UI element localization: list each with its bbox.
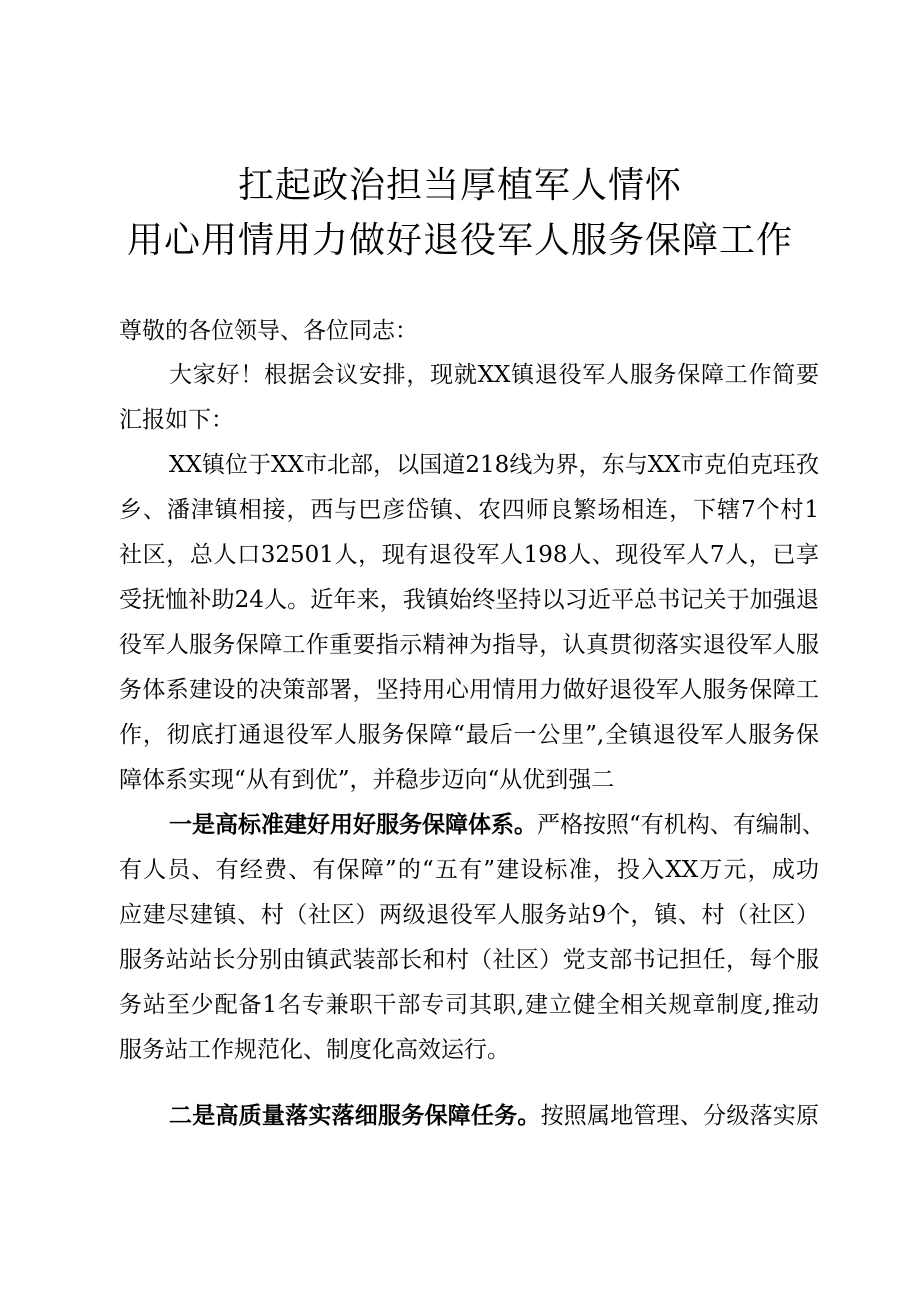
paragraph-3-line: 应建尽建镇、村（社区）两级退役军人服务站9个，镇、村（社区） [119, 902, 819, 928]
paragraph-3-heading: 一是高标准建好用好服务保障体系。 [169, 812, 537, 838]
paragraph-1-line: 大家好！根据会议安排，现就XX镇退役军人服务保障工作简要 [169, 362, 819, 388]
paragraph-2-line: 务体系建设的决策部署，坚持用心用情用力做好退役军人服务保障工 [119, 677, 819, 703]
paragraph-2-line: 作，彻底打通退役军人服务保障“最后一公里”,全镇退役军人服务保 [119, 722, 819, 748]
paragraph-2-line: 受抚恤补助24人。近年来，我镇始终坚持以习近平总书记关于加强退 [119, 587, 819, 613]
document-title-line-2: 用心用情用力做好退役军人服务保障工作 [126, 220, 793, 261]
paragraph-3-line: 服务站工作规范化、制度化高效运行。 [119, 1037, 510, 1063]
paragraph-3-first-line [169, 805, 825, 845]
paragraph-4-first-line [169, 1096, 819, 1136]
paragraph-3-line: 有人员、有经费、有保障”的“五有”建设标准，投入XX万元，成功 [119, 857, 819, 883]
paragraph-4-line: 按照属地管理、分级落实原 [540, 1103, 820, 1129]
paragraph-3-line: 务站至少配备1名专兼职干部专司其职,建立健全相关规章制度,推动 [119, 992, 819, 1018]
paragraph-2-line: 社区，总人口32501人，现有退役军人198人、现役军人7人，已享 [119, 542, 819, 568]
paragraph-2-line: 役军人服务保障工作重要指示精神为指导，认真贯彻落实退役军人服 [119, 632, 819, 658]
paragraph-4-heading: 二是高质量落实落细服务保障任务。 [169, 1103, 541, 1129]
paragraph-3-line: 服务站站长分别由镇武装部长和村（社区）党支部书记担任，每个服 [119, 947, 819, 973]
paragraph-1-line: 汇报如下： [119, 407, 234, 433]
salutation: 尊敬的各位领导、各位同志： [119, 318, 418, 344]
document-title-line-1: 扛起政治担当厚植军人情怀 [237, 165, 682, 206]
paragraph-3-line: 严格按照“有机构、有编制、 [537, 812, 825, 838]
paragraph-2-line: 乡、潘津镇相接，西与巴彦岱镇、农四师良繁场相连，下辖7个村1 [119, 497, 819, 523]
paragraph-2-line: 障体系实现“从有到优”，并稳步迈向“从优到强二 [119, 767, 615, 793]
paragraph-2-line: XX镇位于XX市北部，以国道218线为界，东与XX市克伯克珏孜 [169, 452, 819, 478]
